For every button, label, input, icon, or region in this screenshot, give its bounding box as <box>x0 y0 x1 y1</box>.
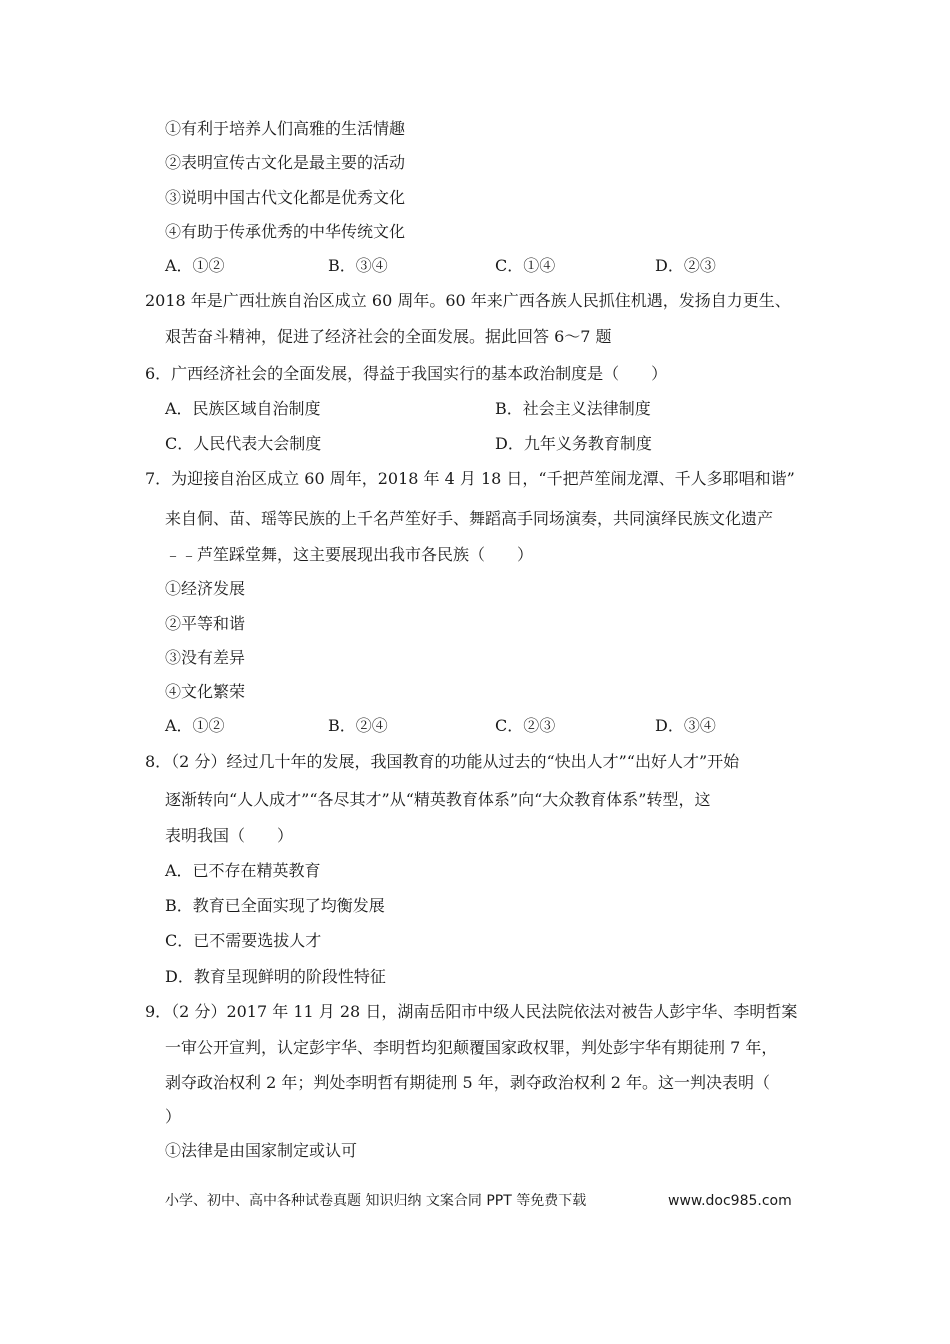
q5-statement-2: ②表明宣传古文化是最主要的活动 <box>165 153 406 172</box>
q6-option-d: D．九年义务教育制度 <box>495 434 652 453</box>
intro-line-2: 艰苦奋斗精神，促进了经济社会的全面发展。据此回答 6～7 题 <box>165 327 612 346</box>
intro-line-1: 2018 年是广西壮族自治区成立 60 周年。60 年来广西各族人民抓住机遇，发扬自力更生、 <box>145 291 791 310</box>
q5-option-d: D．②③ <box>655 256 716 275</box>
footer-text: 小学、初中、高中各种试卷真题 知识归纳 文案合同 PPT 等免费下载 <box>165 1193 587 1209</box>
q9-statement-1: ①法律是由国家制定或认可 <box>165 1141 358 1160</box>
q7-stem-line-3: ﹣﹣芦笙踩堂舞，这主要展现出我市各民族（ ） <box>165 545 534 564</box>
q5-option-a: A．①② <box>165 256 225 275</box>
q7-option-b: B．②④ <box>328 716 388 735</box>
q7-statement-3: ③没有差异 <box>165 648 246 667</box>
q7-stem-line-2: 来自侗、苗、瑶等民族的上千名芦笙好手、舞蹈高手同场演奏，共同演绎民族文化遗产 <box>165 509 774 528</box>
q7-option-c: C．②③ <box>495 716 556 735</box>
q6-option-c: C．人民代表大会制度 <box>165 434 322 453</box>
q5-option-c: C．①④ <box>495 256 556 275</box>
q9-stem-line-1: 9．（2 分）2017 年 11 月 28 日，湖南岳阳市中级人民法院依法对被告人彭宇华、李明哲案 <box>145 1002 798 1021</box>
q5-statement-3: ③说明中国古代文化都是优秀文化 <box>165 188 406 207</box>
q7-statement-4: ④文化繁荣 <box>165 682 246 701</box>
q8-option-b: B．教育已全面实现了均衡发展 <box>165 896 385 915</box>
q7-statement-1: ①经济发展 <box>165 579 246 598</box>
q7-statement-2: ②平等和谐 <box>165 614 246 633</box>
q8-option-a: A．已不存在精英教育 <box>165 861 321 880</box>
q8-stem-line-1: 8．（2 分）经过几十年的发展，我国教育的功能从过去的“快出人才”“出好人才”开始 <box>145 752 740 771</box>
q9-stem-line-2: 一审公开宣判，认定彭宇华、李明哲均犯颠覆国家政权罪，判处彭宇华有期徒刑 7 年， <box>165 1038 778 1057</box>
q5-option-b: B．③④ <box>328 256 388 275</box>
q8-stem-line-2: 逐渐转向“人人成才”“各尽其才”从“精英教育体系”向“大众教育体系”转型，这 <box>165 790 711 809</box>
q6-option-a: A．民族区域自治制度 <box>165 399 321 418</box>
q8-option-d: D．教育呈现鲜明的阶段性特征 <box>165 967 386 986</box>
footer-url[interactable]: www.doc985.com <box>668 1193 792 1209</box>
q8-option-c: C．已不需要选拔人才 <box>165 931 322 950</box>
q5-statement-4: ④有助于传承优秀的中华传统文化 <box>165 222 406 241</box>
q5-statement-1: ①有利于培养人们高雅的生活情趣 <box>165 119 406 138</box>
q9-stem-line-4: ） <box>165 1107 182 1126</box>
q7-stem-line-1: 7．为迎接自治区成立 60 周年，2018 年 4 月 18 日，“千把芦笙闹龙潭、千人多耶唱和谐” <box>145 469 795 488</box>
q8-stem-line-3: 表明我国（ ） <box>165 826 294 845</box>
q6-option-b: B．社会主义法律制度 <box>495 399 651 418</box>
q6-stem: 6．广西经济社会的全面发展，得益于我国实行的基本政治制度是（ ） <box>145 364 668 383</box>
q9-stem-line-3: 剥夺政治权利 2 年；判处李明哲有期徒刑 5 年，剥夺政治权利 2 年。这一判决表明（ <box>165 1073 771 1092</box>
q7-option-a: A．①② <box>165 716 225 735</box>
q7-option-d: D．③④ <box>655 716 716 735</box>
